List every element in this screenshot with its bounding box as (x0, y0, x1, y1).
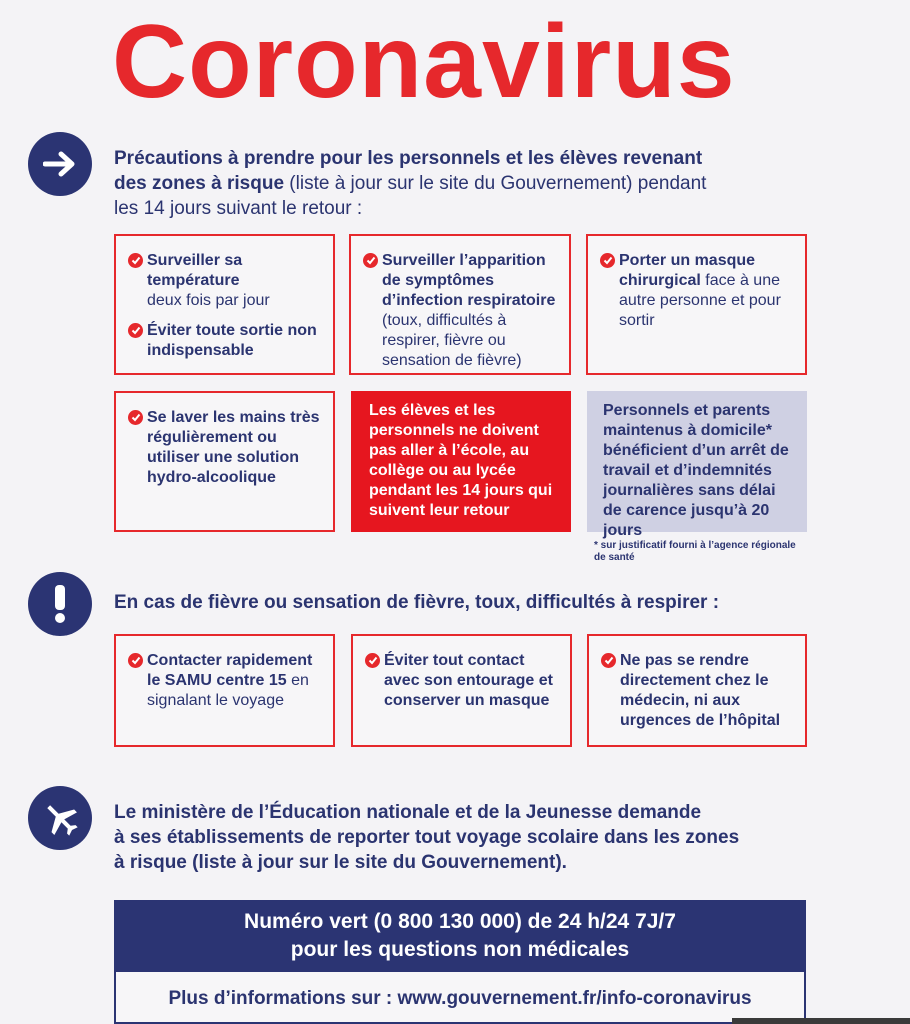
intro-rest-line2: (liste à jour sur le site du Gouvernement) pendant (284, 173, 707, 194)
footnote: * sur justificatif fourni à l’agence régionale de santé (594, 540, 796, 563)
fever-box-contact (351, 634, 572, 747)
item-bold: Surveiller sa température (147, 252, 243, 289)
hotline-line2: pour les questions non médicales (290, 938, 630, 961)
list-item (128, 408, 323, 488)
check-icon (128, 253, 143, 268)
fever-heading: En cas de fièvre ou sensation de fièvre, toux, difficultés à respirer : (114, 592, 720, 613)
list-item (128, 251, 323, 311)
fever-box-samu (114, 634, 335, 747)
item-bold: Éviter tout contact avec son entourage et conserver un masque (384, 652, 553, 709)
check-icon (600, 253, 615, 268)
item-bold: Ne pas se rendre directement chez le médecin, ni aux urgences de l’hôpital (620, 652, 781, 729)
hotline-banner (114, 900, 806, 972)
item-rest: face à une autre personne et pour sortir (619, 272, 781, 329)
travel-notice (114, 800, 804, 875)
item-bold: Porter un masque chirurgical (619, 252, 756, 289)
travel-line1: Le ministère de l’Éducation nationale et de la Jeunesse demande (114, 802, 702, 823)
check-icon (363, 253, 378, 268)
check-icon (128, 410, 143, 425)
hotline-line1: Numéro vert (0 800 130 000) de 24 h/24 7J/7 (244, 910, 676, 933)
fever-box-doctor (587, 634, 807, 747)
list-item (365, 651, 560, 711)
check-icon (365, 653, 380, 668)
item-rest: (toux, difficultés à respirer, fièvre ou sensation de fièvre) (382, 312, 522, 369)
item-rest: deux fois par jour (147, 292, 270, 309)
precaution-box-handwashing (114, 391, 335, 532)
list-item (601, 651, 795, 731)
more-info-link[interactable]: Plus d’informations sur : www.gouvernement.fr/info-coronavirus (114, 972, 806, 1024)
sick-leave-notice: Personnels et parents maintenus à domicile* bénéficient d’un arrêt de travail et d’indemnités journalières sans délai de carence jusqu’à 20 jours (587, 391, 807, 532)
precaution-box-symptoms (349, 234, 571, 375)
page-title: Coronavirus (112, 4, 736, 120)
list-item (363, 251, 559, 371)
arrow-right-icon (28, 132, 92, 196)
list-item (600, 251, 795, 331)
exclamation-icon (28, 572, 92, 636)
corner-bar (732, 1018, 910, 1024)
intro-bold-line1: Précautions à prendre pour les personnels et les élèves revenant (114, 148, 703, 169)
check-icon (128, 653, 143, 668)
item-rest: en signalant le voyage (147, 672, 309, 709)
travel-line2: à ses établissements de reporter tout voyage scolaire dans les zones (114, 827, 740, 848)
check-icon (128, 323, 143, 338)
list-item (128, 651, 323, 711)
precautions-intro (114, 146, 804, 221)
school-exclusion-notice: Les élèves et les personnels ne doivent pas aller à l’école, au collège ou au lycée pendant les 14 jours qui suivent leur retour (351, 391, 571, 532)
travel-line3: à risque (liste à jour sur le site du Gouvernement). (114, 852, 567, 873)
airplane-icon (28, 786, 92, 850)
list-item (128, 321, 323, 361)
item-bold: Éviter toute sortie non indispensable (147, 322, 317, 359)
item-bold: Se laver les mains très régulièrement ou utiliser une solution hydro-alcoolique (147, 409, 320, 486)
check-icon (601, 653, 616, 668)
precaution-box-mask (586, 234, 807, 375)
intro-bold-line2: des zones à risque (114, 173, 285, 194)
item-bold: Surveiller l’apparition de symptômes d’infection respiratoire (382, 252, 556, 309)
precaution-box-temperature (114, 234, 335, 375)
intro-line3: les 14 jours suivant le retour : (114, 198, 363, 219)
item-bold: Contacter rapidement le SAMU centre 15 (147, 652, 313, 689)
